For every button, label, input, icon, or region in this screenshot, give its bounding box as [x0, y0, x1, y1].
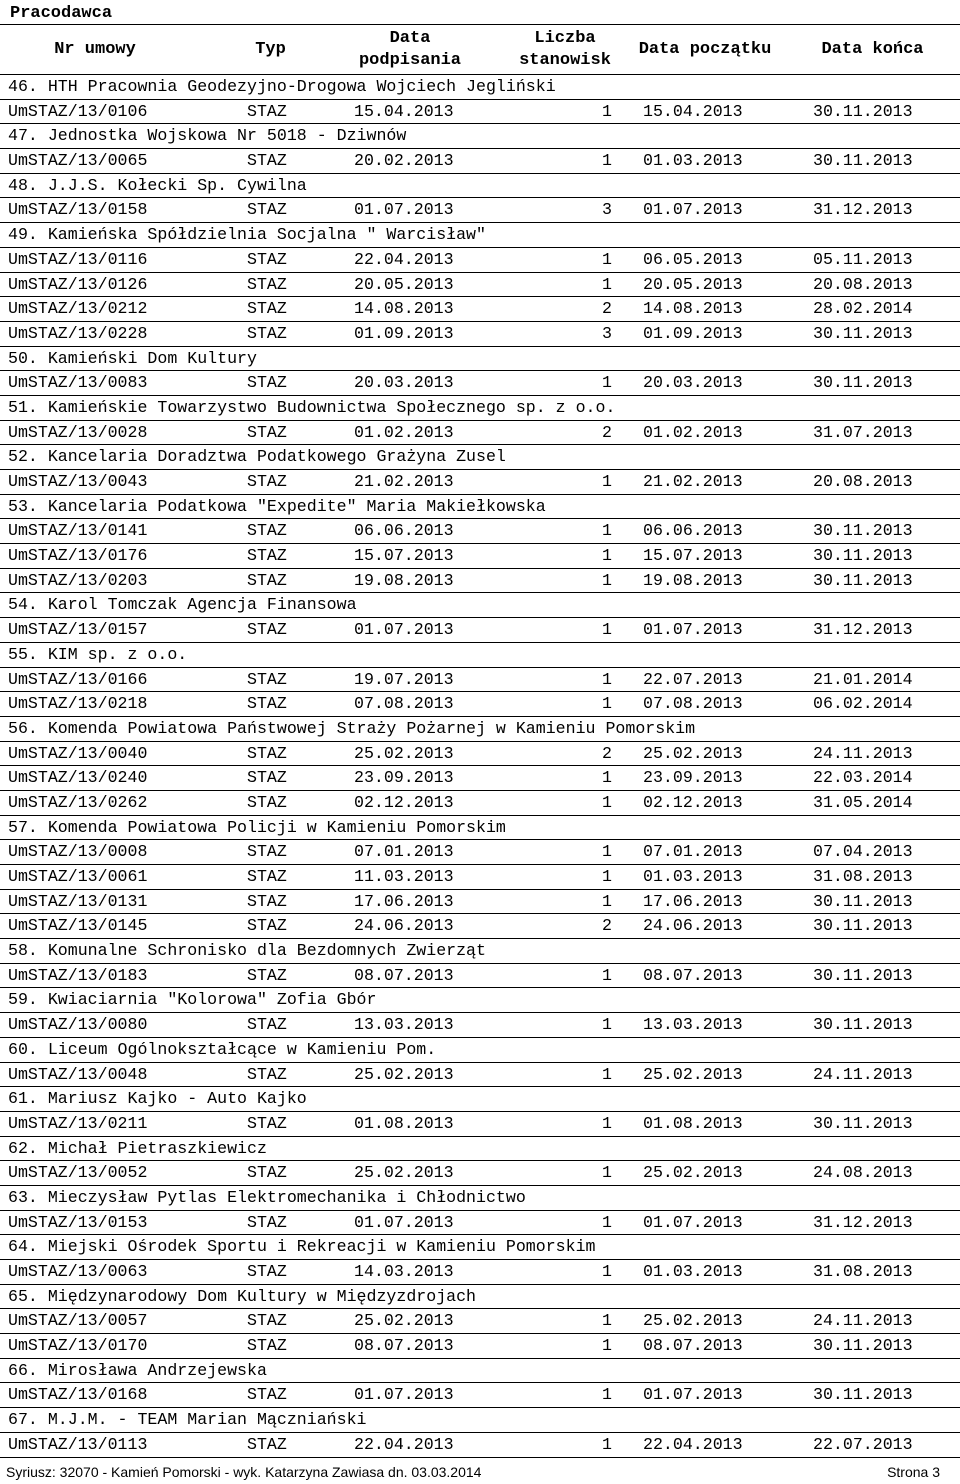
positions-count: 1 — [602, 842, 612, 862]
contract-type: STAZ — [247, 1212, 287, 1232]
contract-type: STAZ — [247, 521, 287, 541]
positions-count: 1 — [602, 101, 612, 121]
contract-row — [0, 1211, 960, 1236]
contract-row — [0, 1013, 960, 1038]
contract-type: STAZ — [247, 1311, 287, 1331]
employer-row — [0, 643, 960, 668]
end-date: 05.11.2013 — [813, 249, 913, 269]
contract-type: STAZ — [247, 1385, 287, 1405]
employer-name: 63. Mieczysław Pytlas Elektromechanika i Chłodnictwo — [8, 1187, 526, 1207]
column-header-data-poczatku: Data początku — [638, 39, 772, 59]
employer-name: 61. Mariusz Kajko - Auto Kajko — [8, 1089, 307, 1109]
contract-number: UmSTAZ/13/0106 — [8, 101, 148, 121]
contract-number: UmSTAZ/13/0008 — [8, 842, 148, 862]
column-header-typ: Typ — [255, 39, 286, 59]
contract-type: STAZ — [247, 768, 287, 788]
signing-date: 06.06.2013 — [354, 521, 454, 541]
start-date: 01.02.2013 — [643, 422, 743, 442]
start-date: 21.02.2013 — [643, 472, 743, 491]
contract-row — [0, 248, 960, 273]
positions-count: 1 — [602, 1212, 612, 1232]
end-date: 30.11.2013 — [813, 521, 913, 541]
positions-count: 1 — [602, 1113, 612, 1133]
contract-number: UmSTAZ/13/0116 — [8, 249, 148, 269]
end-date: 30.11.2013 — [813, 1385, 913, 1405]
signing-date: 19.07.2013 — [354, 669, 454, 689]
contract-row — [0, 100, 960, 125]
contract-row — [0, 1112, 960, 1137]
contract-number: UmSTAZ/13/0228 — [8, 323, 148, 343]
contract-number: UmSTAZ/13/0126 — [8, 274, 148, 294]
start-date: 13.03.2013 — [643, 1015, 743, 1035]
start-date: 23.09.2013 — [643, 768, 743, 788]
contract-type: STAZ — [247, 743, 287, 763]
end-date: 30.11.2013 — [813, 916, 913, 936]
positions-count: 1 — [602, 694, 612, 714]
start-date: 25.02.2013 — [643, 1064, 743, 1084]
positions-count: 1 — [602, 1064, 612, 1084]
start-date: 19.08.2013 — [643, 570, 743, 590]
contract-type: STAZ — [247, 1113, 287, 1133]
start-date: 07.08.2013 — [643, 694, 743, 714]
end-date: 31.07.2013 — [813, 422, 913, 442]
employer-row — [0, 445, 960, 470]
contract-row — [0, 692, 960, 717]
contract-number: UmSTAZ/13/0170 — [8, 1336, 148, 1356]
end-date: 30.11.2013 — [813, 891, 913, 911]
employer-name: 46. HTH Pracownia Geodezyjno-Drogowa Wojciech Jegliński — [8, 77, 556, 96]
contract-row — [0, 865, 960, 890]
end-date: 07.04.2013 — [813, 842, 913, 862]
contract-number: UmSTAZ/13/0061 — [8, 867, 148, 886]
positions-count: 2 — [602, 916, 612, 936]
contract-number: UmSTAZ/13/0057 — [8, 1311, 148, 1331]
end-date: 30.11.2013 — [813, 373, 913, 393]
end-date: 06.02.2014 — [813, 694, 913, 714]
end-date: 31.08.2013 — [813, 1262, 913, 1281]
positions-count: 1 — [602, 1262, 612, 1281]
contract-number: UmSTAZ/13/0040 — [8, 743, 148, 763]
employer-name: 58. Komunalne Schronisko dla Bezdomnych Zwierząt — [8, 941, 486, 961]
employer-row — [0, 1359, 960, 1384]
start-date: 06.06.2013 — [643, 521, 743, 541]
end-date: 24.11.2013 — [813, 743, 913, 763]
signing-date: 11.03.2013 — [354, 867, 454, 886]
start-date: 01.07.2013 — [643, 620, 743, 640]
contract-type: STAZ — [247, 669, 287, 689]
positions-count: 1 — [602, 249, 612, 269]
contract-row — [0, 322, 960, 347]
employer-header — [0, 0, 960, 25]
start-date: 20.03.2013 — [643, 373, 743, 393]
contract-number: UmSTAZ/13/0083 — [8, 373, 148, 393]
end-date: 30.11.2013 — [813, 965, 913, 985]
employer-name: 51. Kamieńskie Towarzystwo Budownictwa Społecznego sp. z o.o. — [8, 397, 616, 417]
signing-date: 20.02.2013 — [354, 151, 454, 171]
start-date: 01.09.2013 — [643, 323, 743, 343]
end-date: 24.11.2013 — [813, 1064, 913, 1084]
contract-type: STAZ — [247, 422, 287, 442]
signing-date: 01.07.2013 — [354, 620, 454, 640]
contract-row — [0, 1433, 960, 1458]
end-date: 28.02.2014 — [813, 299, 913, 319]
contract-row — [0, 421, 960, 446]
contract-row — [0, 890, 960, 915]
signing-date: 01.08.2013 — [354, 1113, 454, 1133]
positions-count: 1 — [602, 373, 612, 393]
positions-count: 1 — [602, 546, 612, 566]
column-header-data-konca: Data końca — [821, 39, 924, 59]
end-date: 24.11.2013 — [813, 1311, 913, 1331]
contract-number: UmSTAZ/13/0166 — [8, 669, 148, 689]
start-date: 01.07.2013 — [643, 1385, 743, 1405]
signing-date: 07.01.2013 — [354, 842, 454, 862]
signing-date: 21.02.2013 — [354, 472, 454, 491]
contract-number: UmSTAZ/13/0240 — [8, 768, 148, 788]
signing-date: 25.02.2013 — [354, 1163, 454, 1183]
start-date: 22.07.2013 — [643, 669, 743, 689]
start-date: 01.07.2013 — [643, 200, 743, 220]
contract-row — [0, 198, 960, 223]
positions-count: 1 — [602, 151, 612, 171]
column-header-nr-umowy: Nr umowy — [54, 39, 136, 59]
contract-type: STAZ — [247, 101, 287, 121]
signing-date: 20.03.2013 — [354, 373, 454, 393]
start-date: 22.04.2013 — [643, 1434, 743, 1454]
start-date: 25.02.2013 — [643, 1311, 743, 1331]
employer-name: 50. Kamieński Dom Kultury — [8, 348, 257, 368]
signing-date: 01.07.2013 — [354, 1212, 454, 1232]
employer-row — [0, 1408, 960, 1433]
contract-row — [0, 1383, 960, 1408]
contract-number: UmSTAZ/13/0052 — [8, 1163, 148, 1183]
positions-count: 1 — [602, 274, 612, 294]
contract-number: UmSTAZ/13/0145 — [8, 916, 148, 936]
positions-count: 1 — [602, 768, 612, 788]
signing-date: 25.02.2013 — [354, 1311, 454, 1331]
contract-row — [0, 1334, 960, 1359]
employer-name: 65. Międzynarodowy Dom Kultury w Międzyzdrojach — [8, 1286, 477, 1306]
employer-row — [0, 816, 960, 841]
contract-number: UmSTAZ/13/0212 — [8, 299, 148, 319]
signing-date: 24.06.2013 — [354, 916, 454, 936]
employer-row — [0, 988, 960, 1013]
positions-count: 1 — [602, 472, 612, 491]
signing-date: 17.06.2013 — [354, 891, 454, 911]
employer-row — [0, 1137, 960, 1162]
employer-row — [0, 939, 960, 964]
start-date: 14.08.2013 — [643, 299, 743, 319]
employer-name: 53. Kancelaria Podatkowa "Expedite" Maria Makiełkowska — [8, 496, 546, 516]
start-date: 15.04.2013 — [643, 101, 743, 121]
signing-date: 07.08.2013 — [354, 694, 454, 714]
contract-type: STAZ — [247, 1262, 287, 1281]
contract-type: STAZ — [247, 916, 287, 936]
start-date: 25.02.2013 — [643, 743, 743, 763]
end-date: 30.11.2013 — [813, 101, 913, 121]
employer-row — [0, 1038, 960, 1063]
employer-row — [0, 124, 960, 149]
contract-number: UmSTAZ/13/0028 — [8, 422, 148, 442]
contract-type: STAZ — [247, 1434, 287, 1454]
contract-number: UmSTAZ/13/0168 — [8, 1385, 148, 1405]
contract-type: STAZ — [247, 842, 287, 862]
signing-date: 25.02.2013 — [354, 743, 454, 763]
signing-date: 22.04.2013 — [354, 1434, 454, 1454]
employer-row — [0, 1285, 960, 1310]
contract-type: STAZ — [247, 694, 287, 714]
contract-type: STAZ — [247, 274, 287, 294]
employer-name: 60. Liceum Ogólnokształcące w Kamieniu Pom. — [8, 1039, 437, 1059]
contract-row — [0, 1309, 960, 1334]
positions-count: 1 — [602, 1336, 612, 1356]
end-date: 30.11.2013 — [813, 1015, 913, 1035]
contract-row — [0, 149, 960, 174]
end-date: 31.12.2013 — [813, 200, 913, 220]
employer-row — [0, 495, 960, 520]
employer-row — [0, 347, 960, 372]
signing-date: 23.09.2013 — [354, 768, 454, 788]
contract-number: UmSTAZ/13/0063 — [8, 1262, 148, 1281]
contract-type: STAZ — [247, 792, 287, 812]
employer-header-label: Pracodawca — [10, 4, 113, 23]
contract-number: UmSTAZ/13/0158 — [8, 200, 148, 220]
contract-number: UmSTAZ/13/0176 — [8, 546, 148, 566]
end-date: 31.08.2013 — [813, 867, 913, 886]
employer-row — [0, 174, 960, 199]
end-date: 22.07.2013 — [813, 1434, 913, 1454]
contract-row — [0, 519, 960, 544]
end-date: 31.12.2013 — [813, 1212, 913, 1232]
start-date: 17.06.2013 — [643, 891, 743, 911]
contract-number: UmSTAZ/13/0153 — [8, 1212, 148, 1232]
employer-row — [0, 1186, 960, 1211]
signing-date: 01.07.2013 — [354, 200, 454, 220]
start-date: 01.03.2013 — [643, 1262, 743, 1281]
contract-type: STAZ — [247, 1163, 287, 1183]
end-date: 30.11.2013 — [813, 1336, 913, 1356]
start-date: 08.07.2013 — [643, 1336, 743, 1356]
employer-name: 54. Karol Tomczak Agencja Finansowa — [8, 595, 357, 615]
positions-count: 3 — [602, 323, 612, 343]
start-date: 01.08.2013 — [643, 1113, 743, 1133]
column-header-data-podpisania: Data podpisania — [358, 28, 462, 70]
signing-date: 08.07.2013 — [354, 1336, 454, 1356]
signing-date: 20.05.2013 — [354, 274, 454, 294]
start-date: 08.07.2013 — [643, 965, 743, 985]
contract-number: UmSTAZ/13/0211 — [8, 1113, 148, 1133]
signing-date: 08.07.2013 — [354, 965, 454, 985]
employer-row — [0, 396, 960, 421]
contract-row — [0, 742, 960, 767]
positions-count: 1 — [602, 570, 612, 590]
contract-type: STAZ — [247, 472, 287, 491]
contract-type: STAZ — [247, 965, 287, 985]
end-date: 31.12.2013 — [813, 620, 913, 640]
signing-date: 15.07.2013 — [354, 546, 454, 566]
signing-date: 02.12.2013 — [354, 792, 454, 812]
start-date: 07.01.2013 — [643, 842, 743, 862]
contract-type: STAZ — [247, 620, 287, 640]
footer-page-number: Strona 3 — [887, 1464, 940, 1480]
page-footer — [0, 1462, 960, 1484]
signing-date: 19.08.2013 — [354, 570, 454, 590]
positions-count: 1 — [602, 867, 612, 886]
contract-type: STAZ — [247, 1015, 287, 1035]
positions-count: 1 — [602, 669, 612, 689]
contract-type: STAZ — [247, 570, 287, 590]
contract-row — [0, 914, 960, 939]
signing-date: 01.07.2013 — [354, 1385, 454, 1405]
contract-type: STAZ — [247, 546, 287, 566]
employer-name: 67. M.J.M. - TEAM Marian Mączniański — [8, 1410, 367, 1430]
contract-number: UmSTAZ/13/0065 — [8, 151, 148, 171]
positions-count: 1 — [602, 1385, 612, 1405]
signing-date: 13.03.2013 — [354, 1015, 454, 1035]
contract-number: UmSTAZ/13/0043 — [8, 472, 148, 491]
contract-type: STAZ — [247, 1064, 287, 1084]
positions-count: 1 — [602, 1434, 612, 1454]
employer-name: 47. Jednostka Wojskowa Nr 5018 - Dziwnów — [8, 126, 407, 146]
start-date: 24.06.2013 — [643, 916, 743, 936]
employer-row — [0, 223, 960, 248]
signing-date: 15.04.2013 — [354, 101, 454, 121]
start-date: 01.03.2013 — [643, 151, 743, 171]
contract-type: STAZ — [247, 323, 287, 343]
end-date: 30.11.2013 — [813, 1113, 913, 1133]
contract-row — [0, 544, 960, 569]
contract-row — [0, 791, 960, 816]
positions-count: 1 — [602, 620, 612, 640]
start-date: 25.02.2013 — [643, 1163, 743, 1183]
signing-date: 01.09.2013 — [354, 323, 454, 343]
signing-date: 14.03.2013 — [354, 1262, 454, 1281]
employer-name: 64. Miejski Ośrodek Sportu i Rekreacji w Kamieniu Pomorskim — [8, 1237, 596, 1257]
contract-row — [0, 618, 960, 643]
contract-row — [0, 1063, 960, 1088]
positions-count: 2 — [602, 422, 612, 442]
contract-number: UmSTAZ/13/0203 — [8, 570, 148, 590]
end-date: 24.08.2013 — [813, 1163, 913, 1183]
contract-row — [0, 964, 960, 989]
contract-number: UmSTAZ/13/0262 — [8, 792, 148, 812]
positions-count: 1 — [602, 521, 612, 541]
positions-count: 2 — [602, 299, 612, 319]
contract-type: STAZ — [247, 151, 287, 171]
positions-count: 1 — [602, 792, 612, 812]
start-date: 01.07.2013 — [643, 1212, 743, 1232]
contract-row — [0, 1260, 960, 1285]
start-date: 15.07.2013 — [643, 546, 743, 566]
employer-name: 62. Michał Pietraszkiewicz — [8, 1138, 267, 1158]
employer-name: 48. J.J.S. Kołecki Sp. Cywilna — [8, 175, 307, 195]
end-date: 30.11.2013 — [813, 323, 913, 343]
start-date: 20.05.2013 — [643, 274, 743, 294]
signing-date: 22.04.2013 — [354, 249, 454, 269]
contract-row — [0, 569, 960, 594]
contract-row — [0, 766, 960, 791]
start-date: 01.03.2013 — [643, 867, 743, 886]
contract-row — [0, 1161, 960, 1186]
contract-row — [0, 273, 960, 298]
contract-type: STAZ — [247, 373, 287, 393]
contract-row — [0, 371, 960, 396]
contract-type: STAZ — [247, 891, 287, 911]
contract-row — [0, 470, 960, 495]
contract-number: UmSTAZ/13/0218 — [8, 694, 148, 714]
signing-date: 01.02.2013 — [354, 422, 454, 442]
contract-type: STAZ — [247, 299, 287, 319]
signing-date: 25.02.2013 — [354, 1064, 454, 1084]
employer-row — [0, 75, 960, 100]
contract-number: UmSTAZ/13/0080 — [8, 1015, 148, 1035]
employer-row — [0, 1235, 960, 1260]
contract-number: UmSTAZ/13/0157 — [8, 620, 148, 640]
contract-type: STAZ — [247, 249, 287, 269]
employer-row — [0, 717, 960, 742]
start-date: 02.12.2013 — [643, 792, 743, 812]
contract-number: UmSTAZ/13/0113 — [8, 1434, 148, 1454]
footer-system-info: Syriusz: 32070 - Kamień Pomorski - wyk. Katarzyna Zawiasa dn. 03.03.2014 — [6, 1464, 482, 1480]
employer-row — [0, 1087, 960, 1112]
contract-type: STAZ — [247, 200, 287, 220]
contract-row — [0, 668, 960, 693]
end-date: 22.03.2014 — [813, 768, 913, 788]
employer-name: 59. Kwiaciarnia "Kolorowa" Zofia Gbór — [8, 990, 377, 1010]
start-date: 06.05.2013 — [643, 249, 743, 269]
contract-row — [0, 297, 960, 322]
employer-name: 57. Komenda Powiatowa Policji w Kamieniu Pomorskim — [8, 817, 506, 837]
column-header-liczba-stanowisk: Liczba stanowisk — [519, 28, 611, 70]
end-date: 30.11.2013 — [813, 570, 913, 590]
employer-name: 55. KIM sp. z o.o. — [8, 644, 188, 664]
employer-name: 52. Kancelaria Doradztwa Podatkowego Grażyna Zusel — [8, 447, 506, 467]
contract-type: STAZ — [247, 867, 287, 886]
end-date: 30.11.2013 — [813, 151, 913, 171]
employer-name: 49. Kamieńska Spółdzielnia Socjalna " Warcisław" — [8, 225, 486, 245]
positions-count: 2 — [602, 743, 612, 763]
column-header-row — [0, 25, 960, 75]
end-date: 30.11.2013 — [813, 546, 913, 566]
contract-number: UmSTAZ/13/0141 — [8, 521, 148, 541]
contract-number: UmSTAZ/13/0048 — [8, 1064, 148, 1084]
employer-row — [0, 593, 960, 618]
end-date: 20.08.2013 — [813, 472, 913, 491]
contract-row — [0, 840, 960, 865]
positions-count: 1 — [602, 1015, 612, 1035]
positions-count: 3 — [602, 200, 612, 220]
positions-count: 1 — [602, 965, 612, 985]
positions-count: 1 — [602, 891, 612, 911]
employer-name: 56. Komenda Powiatowa Państwowej Straży Pożarnej w Kamieniu Pomorskim — [8, 718, 696, 738]
contract-number: UmSTAZ/13/0183 — [8, 965, 148, 985]
end-date: 31.05.2014 — [813, 792, 913, 812]
signing-date: 14.08.2013 — [354, 299, 454, 319]
contract-number: UmSTAZ/13/0131 — [8, 891, 148, 911]
end-date: 21.01.2014 — [813, 669, 913, 689]
contracts-table-body — [0, 75, 960, 1458]
end-date: 20.08.2013 — [813, 274, 913, 294]
positions-count: 1 — [602, 1163, 612, 1183]
positions-count: 1 — [602, 1311, 612, 1331]
employer-name: 66. Mirosława Andrzejewska — [8, 1360, 267, 1380]
contract-type: STAZ — [247, 1336, 287, 1356]
